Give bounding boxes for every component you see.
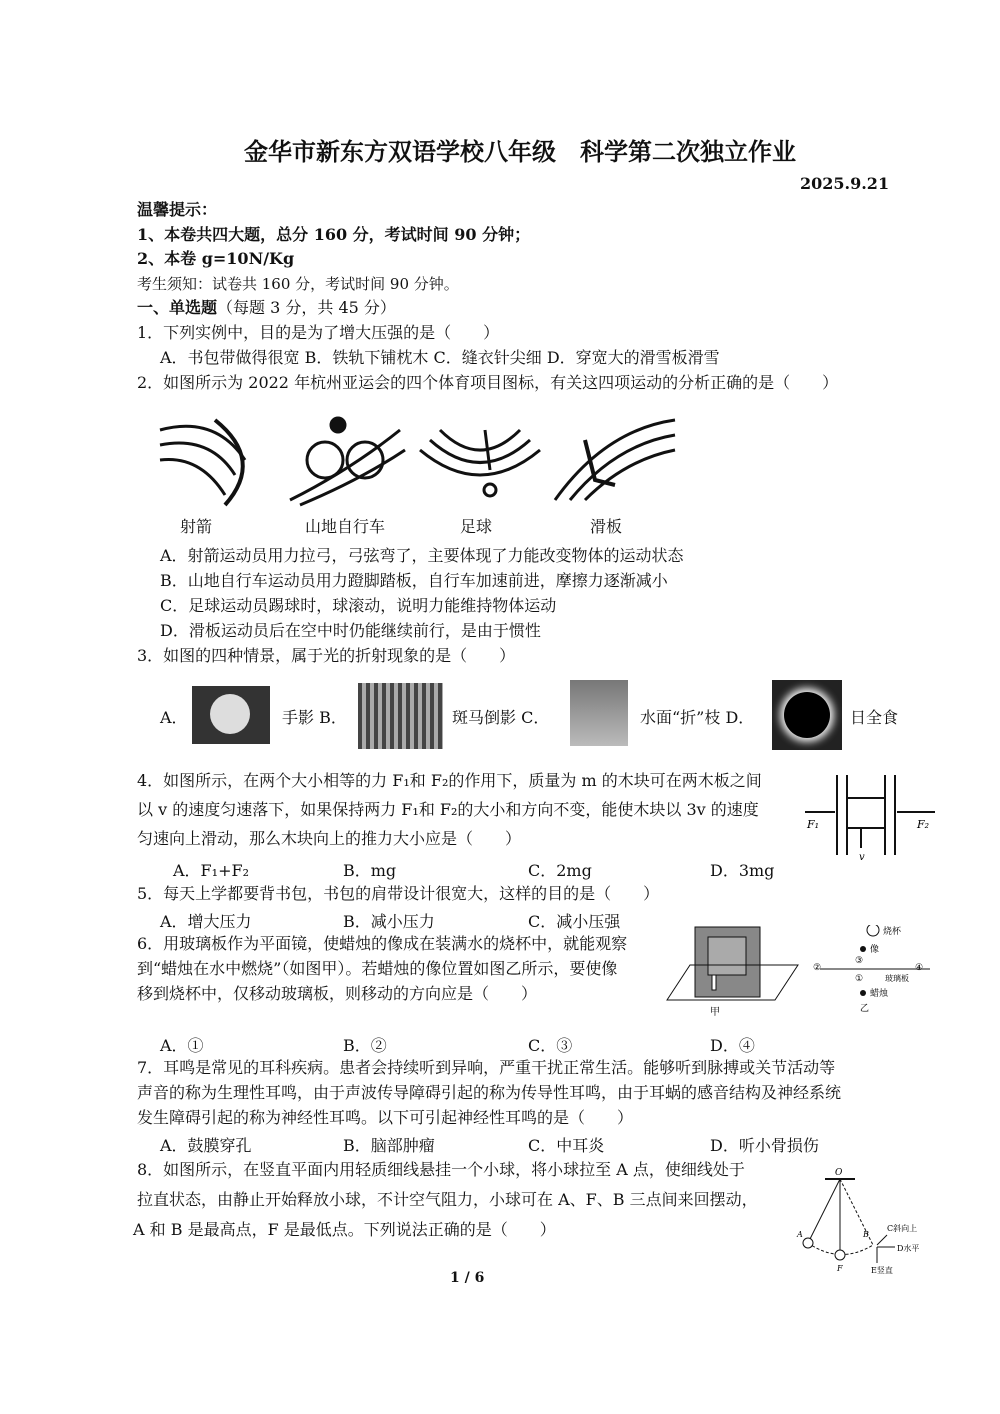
q4-option-c: C．2mg xyxy=(528,861,592,880)
q6-option-d: D．④ xyxy=(710,1036,755,1055)
page-number: 1 / 6 xyxy=(450,1270,485,1286)
icon-label-football: 足球 xyxy=(460,517,493,536)
q7-line-1: 7．耳鸣是常见的耳科疾病。患者会持续听到异响，严重干扰正常生活。能够听到脉搏或关节活动等 xyxy=(137,1058,836,1077)
q7-option-c: C．中耳炎 xyxy=(528,1136,605,1155)
f1-label: F₁ xyxy=(807,818,820,831)
q7-option-a: A．鼓膜穿孔 xyxy=(160,1136,252,1155)
q3-caption-d: 日全食 xyxy=(850,708,899,727)
q4-option-d: D．3mg xyxy=(710,861,775,880)
notice-line-1: 1、本卷共四大题，总分 160 分，考试时间 90 分钟； xyxy=(137,225,531,244)
mountain-bike-icon xyxy=(290,418,405,505)
q7-option-d: D．听小骨损伤 xyxy=(710,1136,819,1155)
q3-letter-a: A． xyxy=(160,708,188,727)
zebra-reflection-photo xyxy=(358,683,443,749)
a-label: A xyxy=(797,1230,803,1239)
football-icon xyxy=(420,430,540,496)
q8-line-1: 8．如图所示，在竖直平面内用轻质细线悬挂一个小球，将小球拉至 A 点，使细线处于 xyxy=(137,1160,745,1179)
sport-icons-figure xyxy=(155,410,685,510)
beaker-label: 烧杯 xyxy=(883,927,902,937)
q2-option-a: A．射箭运动员用力拉弓，弓弦弯了，主要体现了力能改变物体的运动状态 xyxy=(160,546,684,565)
archery-icon xyxy=(160,420,245,505)
section-title: 一、单选题 xyxy=(137,298,218,317)
b-label: B xyxy=(863,1230,869,1239)
q8-pendulum-figure xyxy=(795,1165,935,1275)
q6-option-a: A．① xyxy=(160,1036,204,1055)
e-label: E竖直 xyxy=(871,1266,893,1275)
q1-options: A．书包带做得很宽 B．铁轨下铺枕木 C．缝衣针尖细 D．穿宽大的滑雪板滑雪 xyxy=(160,348,720,367)
q4-option-a: A．F₁+F₂ xyxy=(173,861,249,880)
icon-label-skateboard: 滑板 xyxy=(590,517,623,536)
q8-line-3: A 和 B 是最高点，F 是最低点。下列说法正确的是（ ） xyxy=(133,1220,556,1239)
q1-stem: 1．下列实例中，目的是为了增大压强的是（ ） xyxy=(137,323,500,342)
q3-caption-c: 水面“折”枝 D． xyxy=(640,708,755,727)
notice-line-2: 2、本卷 g=10N/Kg xyxy=(137,249,295,268)
image-label: 像 xyxy=(870,945,880,955)
q7-option-b: B．脑部肿瘤 xyxy=(343,1136,435,1155)
q6-line-3: 移到烧杯中，仅移动玻璃板，则移动的方向应是（ ） xyxy=(137,984,538,1003)
q3-stem: 3．如图的四种情景，属于光的折射现象的是（ ） xyxy=(137,646,516,665)
d-label: D水平 xyxy=(897,1244,920,1253)
q5-option-b: B．减小压力 xyxy=(343,912,435,931)
n1-label: ① xyxy=(855,974,864,984)
q6-line-1: 6．用玻璃板作为平面镜，使蜡烛的像成在装满水的烧杯中，就能观察 xyxy=(137,934,628,953)
bent-branch-photo xyxy=(570,680,628,746)
skateboard-icon xyxy=(555,420,675,500)
q2-option-b: B．山地自行车运动员用力蹬脚踏板，自行车加速前进，摩擦力逐渐减小 xyxy=(160,571,668,590)
q2-option-c: C．足球运动员踢球时，球滚动，说明力能维持物体运动 xyxy=(160,596,557,615)
q4-line-3: 匀速向上滑动，那么木块向上的推力大小应是（ ） xyxy=(137,829,522,848)
candle-label: 蜡烛 xyxy=(870,989,889,999)
yi-label: 乙 xyxy=(860,1004,870,1014)
solar-eclipse-photo xyxy=(772,680,842,750)
q2-stem: 2．如图所示为 2022 年杭州亚运会的四个体育项目图标，有关这四项运动的分析正确的是（ ） xyxy=(137,373,839,392)
o-label: O xyxy=(835,1168,843,1178)
q4-block-figure xyxy=(805,770,935,865)
q6-mirror-figure xyxy=(665,925,935,1020)
n3-label: ③ xyxy=(855,956,864,966)
exam-date: 2025.9.21 xyxy=(800,174,890,193)
notice-heading: 温馨提示： xyxy=(137,200,218,219)
q4-line-1: 4．如图所示，在两个大小相等的力 F₁和 F₂的作用下，质量为 m 的木块可在两木板之间 xyxy=(137,771,762,790)
icon-label-archery: 射箭 xyxy=(180,517,213,536)
q6-line-2: 到“蜡烛在水中燃烧”（如图甲）。若蜡烛的像位置如图乙所示，要使像 xyxy=(137,959,618,978)
q7-line-3: 发生障碍引起的称为神经性耳鸣。以下可引起神经性耳鸣的是（ ） xyxy=(137,1108,634,1127)
section-heading xyxy=(137,298,396,318)
q3-caption-b: 斑马倒影 C． xyxy=(452,708,550,727)
notice-line-3: 考生须知：试卷共 160 分，考试时间 90 分钟。 xyxy=(137,275,459,293)
glass-label: 玻璃板 xyxy=(885,974,909,983)
q5-stem: 5．每天上学都要背书包，书包的肩带设计很宽大，这样的目的是（ ） xyxy=(137,884,660,903)
n4-label: ④ xyxy=(915,963,924,973)
q6-option-c: C．③ xyxy=(528,1036,573,1055)
icon-label-bike: 山地自行车 xyxy=(305,517,386,536)
q4-option-b: B．mg xyxy=(343,861,397,880)
q2-option-d: D．滑板运动员后在空中时仍能继续前行，是由于惯性 xyxy=(160,621,541,640)
q7-line-2: 声音的称为生理性耳鸣，由于声波传导障碍引起的称为传导性耳鸣，由于耳蜗的感音结构及神经系统 xyxy=(137,1083,842,1102)
q4-line-2: 以 v 的速度匀速落下，如果保持两力 F₁和 F₂的大小和方向不变，能使木块以 3v 的速度 xyxy=(137,800,759,819)
page-title: 金华市新东方双语学校八年级 科学第二次独立作业 xyxy=(244,137,796,166)
q8-line-2: 拉直状态，由静止开始释放小球，不计空气阻力，小球可在 A、F、B 三点间来回摆动， xyxy=(137,1190,758,1209)
q6-option-b: B．② xyxy=(343,1036,387,1055)
hand-shadow-photo xyxy=(192,686,270,744)
q3-caption-a: 手影 B． xyxy=(282,708,347,727)
f-label: F xyxy=(837,1264,843,1273)
section-note: （每题 3 分，共 45 分） xyxy=(217,298,396,317)
f2-label: F₂ xyxy=(917,818,930,831)
c-label: C斜向上 xyxy=(887,1224,918,1233)
v-label: v xyxy=(859,852,865,863)
q5-option-c: C．减小压强 xyxy=(528,912,621,931)
jia-label: 甲 xyxy=(710,1007,720,1018)
n2-label: ② xyxy=(813,963,822,973)
q5-option-a: A．增大压力 xyxy=(160,912,252,931)
